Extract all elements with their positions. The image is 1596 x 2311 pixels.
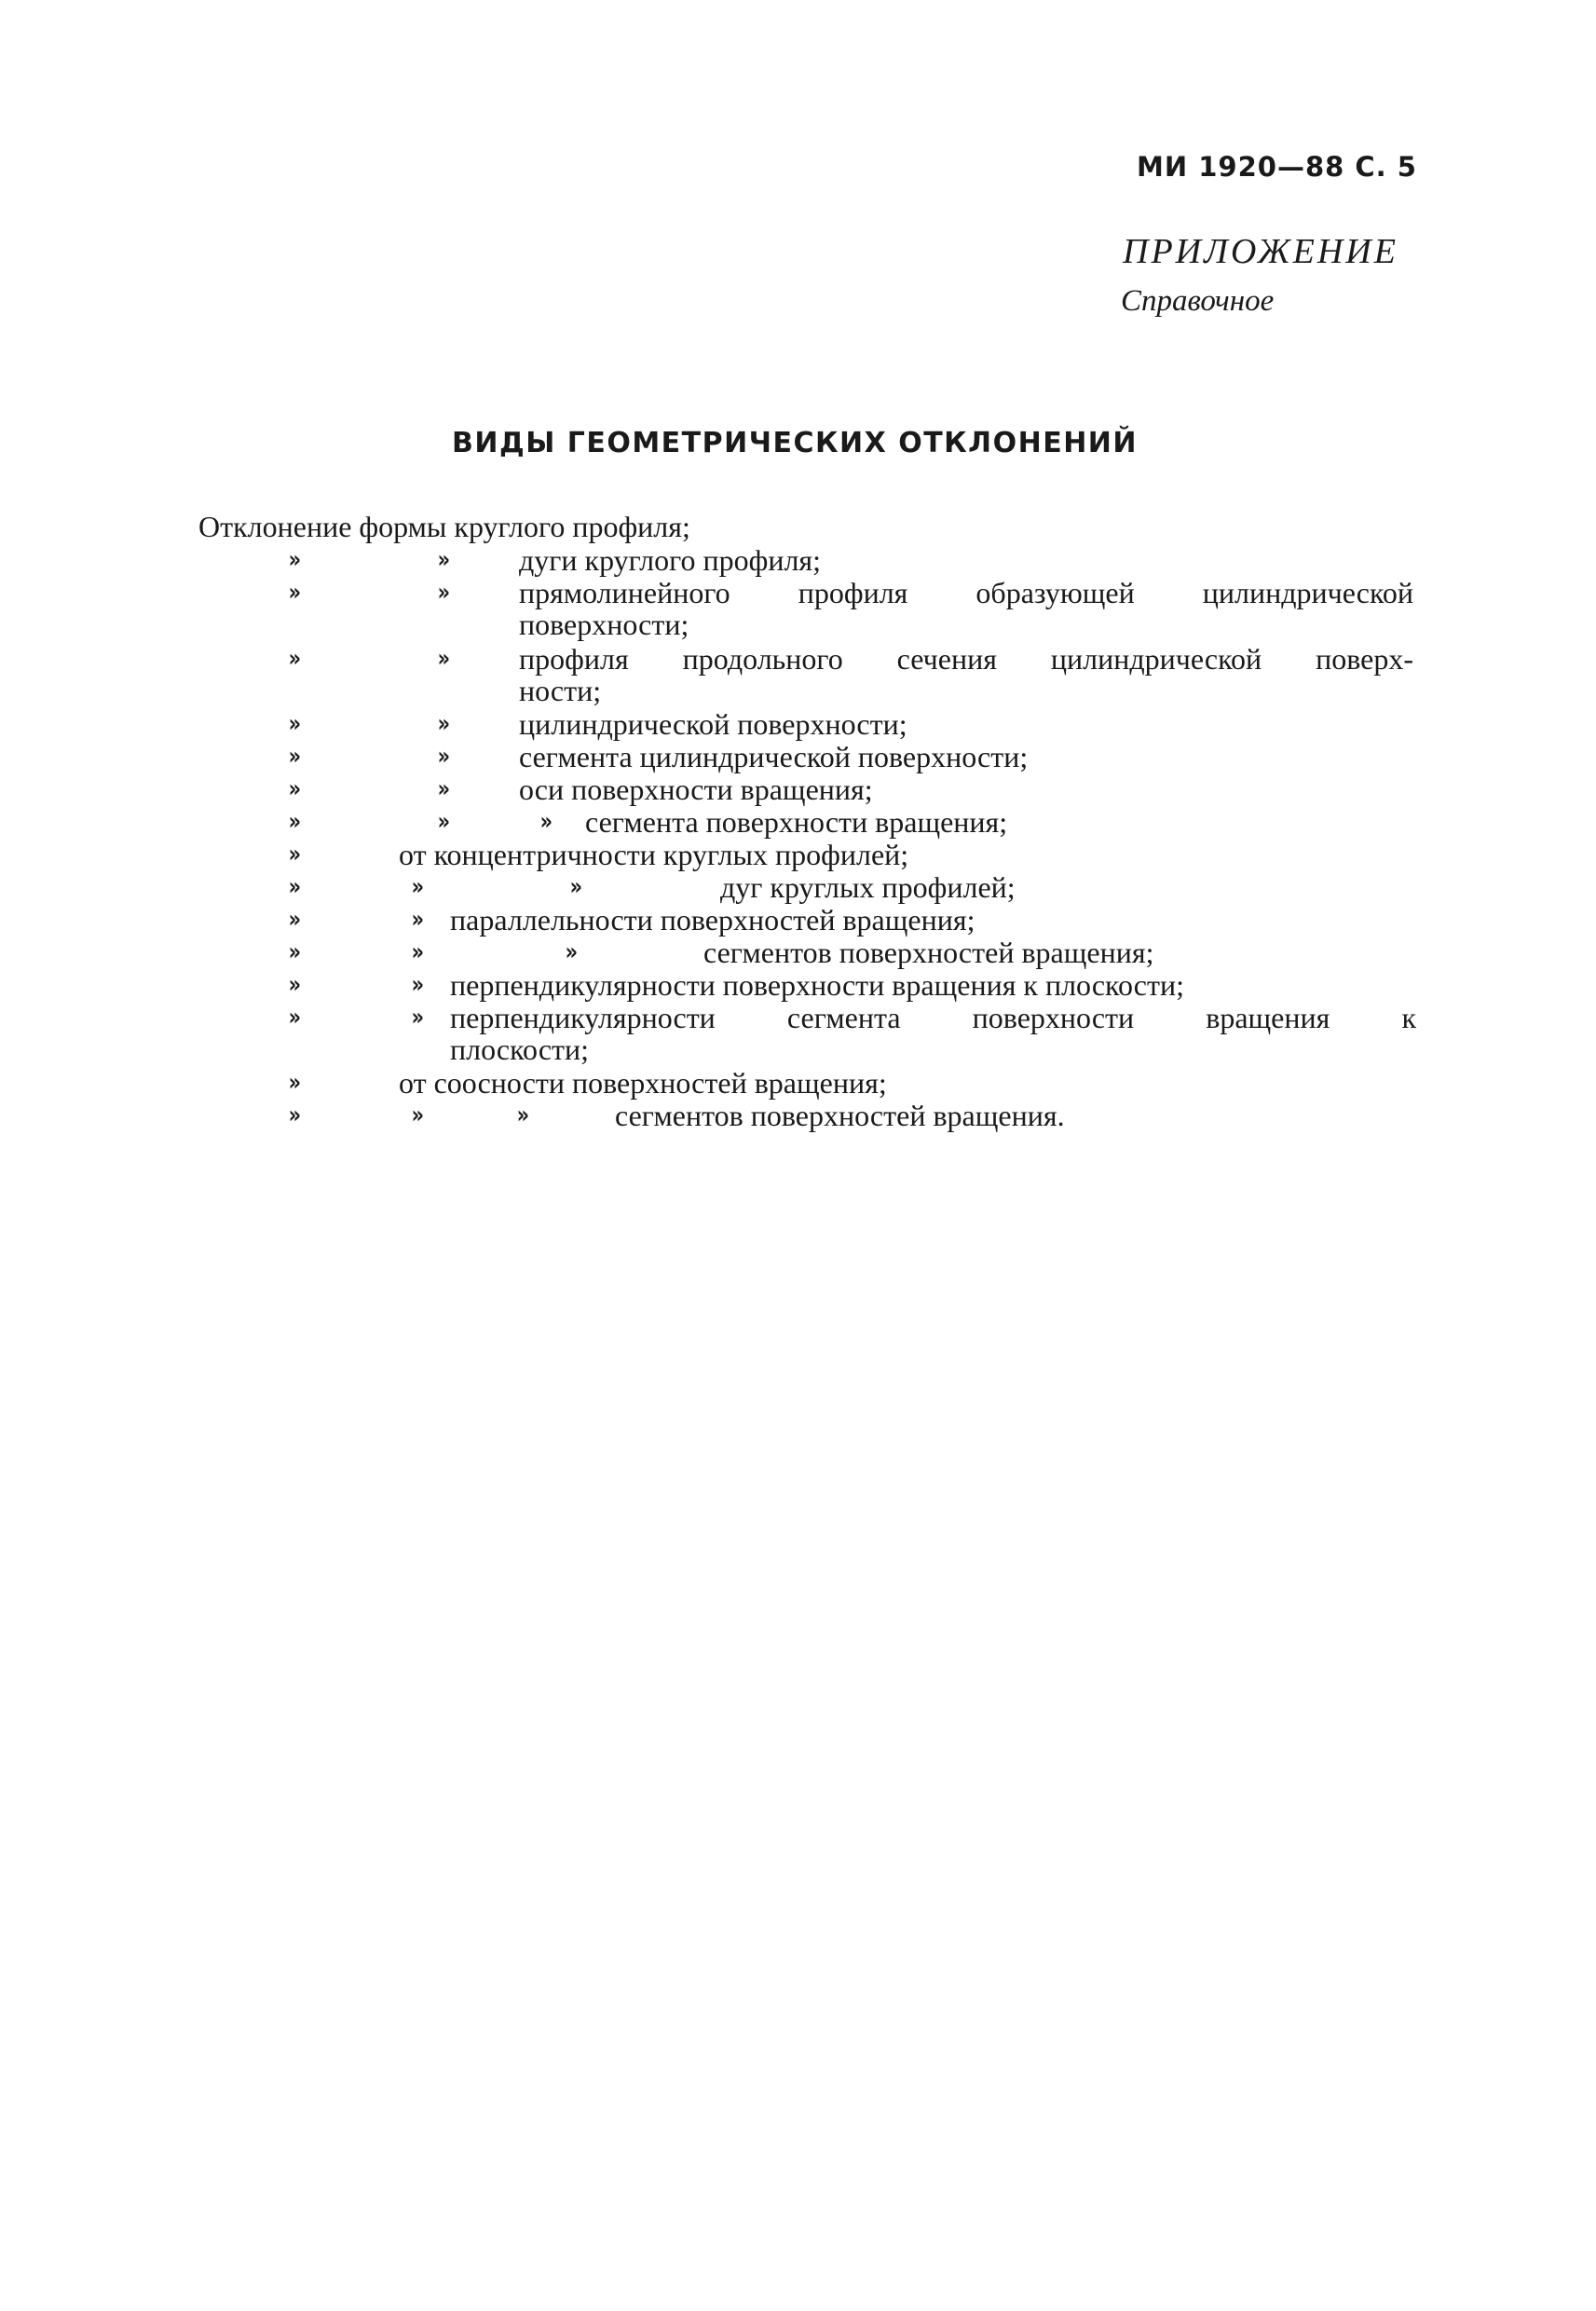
page-title: ВИДЫ ГЕОМЕТРИЧЕСКИХ ОТКЛОНЕНИЙ (452, 427, 1139, 459)
ditto-mark: » (288, 645, 302, 673)
appendix-label: ПРИЛОЖЕНИЕ (1123, 232, 1398, 271)
ditto-mark: » (288, 906, 302, 934)
ditto-mark: » (569, 873, 583, 901)
ditto-mark: » (437, 645, 451, 673)
ditto-mark: » (437, 808, 451, 836)
ditto-mark: » (288, 841, 302, 868)
ditto-mark: » (288, 743, 302, 771)
ditto-mark: » (288, 873, 302, 901)
list-item-continuation: плоскости; (450, 1032, 590, 1066)
ditto-mark: » (565, 938, 579, 966)
ditto-mark: » (288, 1101, 302, 1129)
ditto-mark: » (288, 938, 302, 966)
ditto-mark: » (411, 873, 425, 901)
ditto-mark: » (437, 579, 451, 607)
list-item: сегментов поверхностей вращения. (615, 1099, 1065, 1132)
ditto-mark: » (288, 579, 302, 607)
list-item: от соосности поверхностей вращения; (399, 1066, 887, 1100)
list-item: дуги круглого профиля; (519, 543, 822, 577)
ditto-mark: » (437, 743, 451, 771)
document-code: МИ 1920—88 С. 5 (1137, 151, 1417, 183)
ditto-mark: » (437, 710, 451, 738)
list-item: перпендикулярности сегмента поверхности вращения к (450, 1001, 1416, 1034)
ditto-mark: » (288, 1004, 302, 1032)
ditto-mark: » (411, 1004, 425, 1032)
ditto-mark: » (411, 971, 425, 999)
ditto-mark: » (288, 808, 302, 836)
ditto-mark: » (539, 808, 553, 836)
list-item: Отклонение формы круглого профиля; (198, 510, 690, 543)
list-item-continuation: ности; (519, 674, 602, 707)
list-item: оси поверхности вращения; (519, 773, 873, 806)
ditto-mark: » (411, 938, 425, 966)
ditto-mark: » (411, 906, 425, 934)
list-item: сегмента цилиндрической поверхности; (519, 740, 1029, 773)
list-item: сегментов поверхностей вращения; (703, 936, 1154, 969)
appendix-type: Справочное (1121, 284, 1275, 318)
ditto-mark: » (288, 546, 302, 574)
list-item-continuation: поверхности; (519, 608, 689, 641)
list-item: профиля продольного сечения цилиндрической поверх- (519, 642, 1413, 676)
list-item: параллельности поверхностей вращения; (450, 903, 975, 937)
ditto-mark: » (288, 1069, 302, 1097)
list-item: сегмента поверхности вращения; (585, 805, 1008, 839)
list-item: цилиндрической поверхности; (519, 707, 907, 741)
ditto-mark: » (437, 775, 451, 803)
ditto-mark: » (437, 546, 451, 574)
ditto-mark: » (288, 971, 302, 999)
list-item: от концентричности круглых профилей; (399, 838, 909, 871)
ditto-mark: » (411, 1101, 425, 1129)
list-item: перпендикулярности поверхности вращения к плоскости; (450, 968, 1184, 1002)
ditto-mark: » (288, 710, 302, 738)
list-item: дуг круглых профилей; (720, 870, 1016, 904)
ditto-mark: » (288, 775, 302, 803)
list-item: прямолинейного профиля образующей цилиндрической (519, 576, 1413, 609)
ditto-mark: » (516, 1101, 530, 1129)
